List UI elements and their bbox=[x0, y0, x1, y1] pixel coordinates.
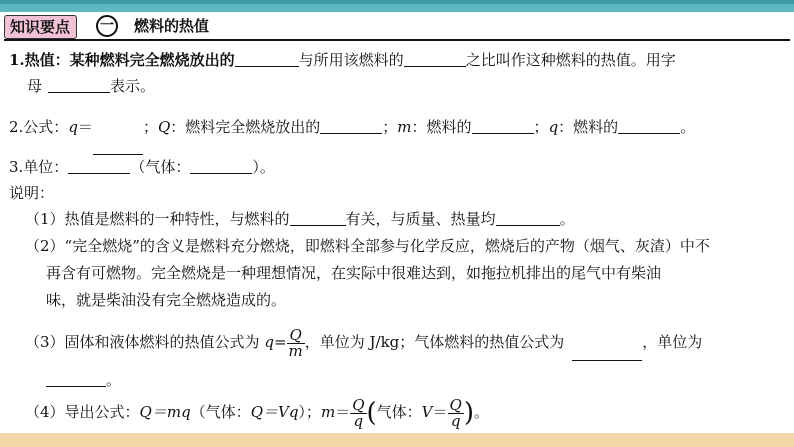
note-3-text: ，单位为 J/kg；气体燃料的热值公式为 bbox=[304, 333, 565, 351]
header-rule bbox=[4, 39, 790, 41]
note-3-line-2 bbox=[46, 370, 121, 390]
fraction-denominator: q bbox=[450, 411, 461, 430]
formula-var: Q bbox=[157, 118, 171, 136]
blank bbox=[235, 51, 299, 67]
item-1-text: 之比叫作这种燃料的热值。用字 bbox=[465, 51, 676, 69]
note-3-text: （3）固体和液体燃料的热值公式为 bbox=[25, 333, 260, 351]
fraction-denominator: q bbox=[353, 411, 364, 430]
blank bbox=[404, 51, 466, 67]
section-title: 燃料的热值 bbox=[134, 17, 210, 35]
item-2-text: ：燃料完全燃烧放出的 bbox=[170, 118, 321, 136]
fraction-numerator: Q bbox=[352, 395, 365, 414]
fraction-numerator: Q bbox=[449, 395, 462, 414]
note-3-text: 。 bbox=[106, 371, 122, 389]
right-paren: ) bbox=[463, 398, 474, 428]
top-bar-stripe bbox=[0, 0, 794, 4]
note-4-text: 气体： bbox=[376, 403, 422, 421]
note-2-line-1: （2）“完全燃烧”的含义是燃料充分燃烧，即燃料全部参与化学反应，燃烧后的产物（烟气、灰渣）中不 bbox=[25, 237, 710, 255]
formula-var: q bbox=[548, 118, 559, 136]
formula-var: m bbox=[320, 403, 336, 421]
item-2-text: 。 bbox=[680, 118, 696, 136]
item-2-text: ； bbox=[382, 118, 398, 136]
blank bbox=[190, 158, 252, 174]
top-bar bbox=[0, 0, 794, 12]
section-header bbox=[4, 13, 790, 39]
note-4-text: （4）导出公式： bbox=[25, 403, 140, 421]
item-2-text: ； bbox=[533, 118, 549, 136]
note-4-text: （气体： bbox=[190, 403, 251, 421]
formula-blank-slot bbox=[93, 117, 143, 137]
fraction-denominator: m bbox=[288, 341, 303, 360]
note-2-line-2: 再含有可燃物。完全燃烧是一种理想情况，在实际中很难达到，如拖拉机排出的尾气中有柴油 bbox=[46, 264, 662, 282]
formula-eq: ＝ bbox=[432, 403, 448, 421]
item-3-text: 3.单位： bbox=[9, 158, 69, 176]
fraction-q-over-m bbox=[287, 325, 305, 360]
fraction-q-over-q-gas bbox=[448, 395, 464, 430]
blank bbox=[290, 210, 346, 226]
item-1-line-2 bbox=[27, 76, 155, 96]
blank bbox=[46, 371, 106, 387]
note-3-line-1 bbox=[25, 323, 702, 361]
item-2-text: 2.公式： bbox=[9, 118, 69, 136]
fraction-q-over-q bbox=[350, 395, 366, 430]
blank bbox=[496, 210, 560, 226]
item-2-line bbox=[9, 117, 695, 137]
blank bbox=[93, 139, 143, 155]
item-2-text: ； bbox=[142, 118, 158, 136]
blank bbox=[572, 345, 642, 361]
item-3-text: ）。 bbox=[252, 158, 275, 176]
note-4 bbox=[25, 393, 489, 432]
section-tag: 知识要点 bbox=[4, 15, 77, 39]
note-1-text: 有关，与质量、热量均 bbox=[345, 210, 496, 228]
formula-var: q bbox=[264, 333, 274, 351]
blank bbox=[618, 118, 680, 134]
item-1-text: 1.热值：某种燃料完全燃烧放出的 bbox=[9, 51, 235, 69]
fraction-numerator: Q bbox=[287, 328, 305, 344]
item-2-text: ：燃料的 bbox=[411, 118, 472, 136]
notes-label: 说明： bbox=[9, 184, 55, 202]
left-paren: ( bbox=[366, 398, 377, 428]
note-4-text: 。 bbox=[474, 403, 490, 421]
note-1 bbox=[25, 209, 575, 229]
formula-var: m bbox=[397, 118, 412, 136]
item-1-text: 表示。 bbox=[110, 77, 156, 95]
formula-eq: ＝ bbox=[335, 403, 351, 421]
item-2-text: ：燃料的 bbox=[558, 118, 619, 136]
note-3-text: ，单位为 bbox=[642, 333, 703, 351]
item-3-line bbox=[9, 157, 275, 177]
note-4-text: ）； bbox=[298, 403, 321, 421]
formula-var: q bbox=[68, 118, 78, 136]
formula-eq: = bbox=[273, 333, 287, 351]
section-number: 一 bbox=[96, 15, 118, 37]
note-1-text: 。 bbox=[559, 210, 575, 228]
item-1-text: 与所用该燃料的 bbox=[298, 51, 404, 69]
formula-var: V bbox=[421, 403, 433, 421]
item-3-text: （气体： bbox=[130, 158, 191, 176]
item-1-line-1 bbox=[9, 50, 676, 70]
formula: Q＝Vq bbox=[250, 403, 299, 421]
blank bbox=[48, 77, 110, 93]
blank bbox=[472, 118, 534, 134]
item-1-text: 母 bbox=[27, 77, 43, 95]
bottom-bar bbox=[0, 433, 794, 447]
note-1-text: （1）热值是燃料的一种特性，与燃料的 bbox=[25, 210, 290, 228]
blank bbox=[68, 158, 130, 174]
formula: Q＝mq bbox=[139, 403, 191, 421]
note-2-line-3: 味，就是柴油没有完全燃烧造成的。 bbox=[46, 291, 287, 309]
blank bbox=[320, 118, 382, 134]
formula-eq: ＝ bbox=[77, 118, 93, 136]
